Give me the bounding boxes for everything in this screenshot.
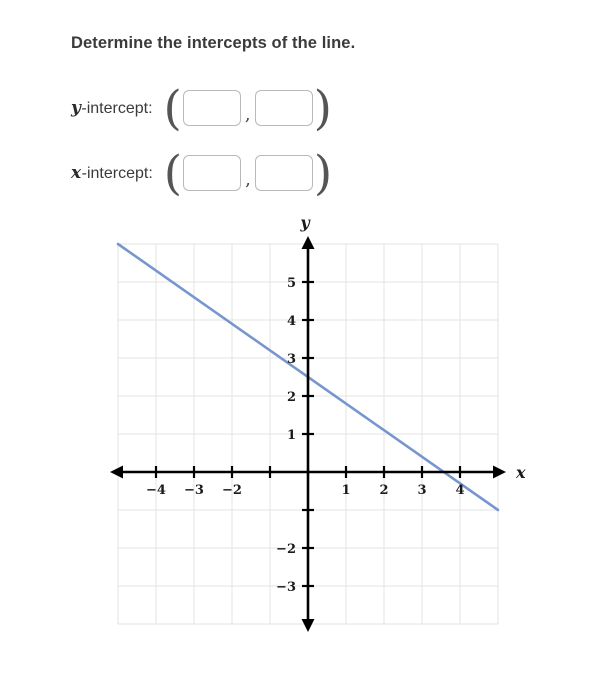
- y-intercept-row: [71, 81, 332, 136]
- coordinate-separator: ,: [244, 103, 251, 125]
- y-intercept-y-input[interactable]: [255, 90, 313, 126]
- variable-y: y: [71, 98, 81, 118]
- y-axis-label: y: [300, 214, 310, 232]
- x-axis-tick-label: −3: [184, 483, 204, 498]
- x-intercept-label-text: -intercept:: [81, 165, 153, 182]
- coordinate-graph: [0, 214, 612, 644]
- x-axis-label: x: [516, 463, 526, 482]
- x-axis-tick-label: 2: [379, 483, 389, 498]
- y-intercept-label: [71, 98, 153, 118]
- x-axis-tick-label: −2: [222, 483, 242, 498]
- x-intercept-answer-group: ( , ): [163, 146, 333, 201]
- y-axis-arrow-down-icon: [302, 619, 315, 632]
- x-intercept-row: [71, 146, 333, 201]
- x-axis-arrow-right-icon: [493, 466, 506, 479]
- x-intercept-x-input[interactable]: [183, 155, 241, 191]
- x-axis-arrow-left-icon: [110, 466, 123, 479]
- x-axis-tick-label: 1: [341, 483, 351, 498]
- x-intercept-label: [71, 163, 153, 183]
- variable-x: x: [71, 163, 82, 183]
- x-axis-tick-label: 4: [455, 483, 465, 498]
- x-axis-tick-label: 3: [417, 483, 427, 498]
- y-intercept-x-input[interactable]: [183, 90, 241, 126]
- x-axis-tick-label: −4: [146, 483, 166, 498]
- y-axis-tick-label: 2: [286, 390, 296, 405]
- y-axis-arrow-up-icon: [302, 236, 315, 249]
- x-intercept-y-input[interactable]: [255, 155, 313, 191]
- y-axis-tick-label: 5: [286, 276, 296, 291]
- y-intercept-label-text: -intercept:: [81, 100, 153, 117]
- y-axis-tick-label: 1: [286, 428, 296, 443]
- y-axis-tick-label: −3: [276, 580, 296, 595]
- y-axis-tick-label: −2: [276, 542, 296, 557]
- page-title: Determine the intercepts of the line.: [71, 34, 356, 52]
- coordinate-separator: ,: [245, 168, 251, 190]
- y-intercept-answer-group: ( , ): [163, 81, 332, 136]
- graph-canvas: [0, 214, 612, 644]
- y-axis-tick-label: 4: [286, 314, 296, 329]
- y-axis-tick-label: 3: [286, 352, 296, 367]
